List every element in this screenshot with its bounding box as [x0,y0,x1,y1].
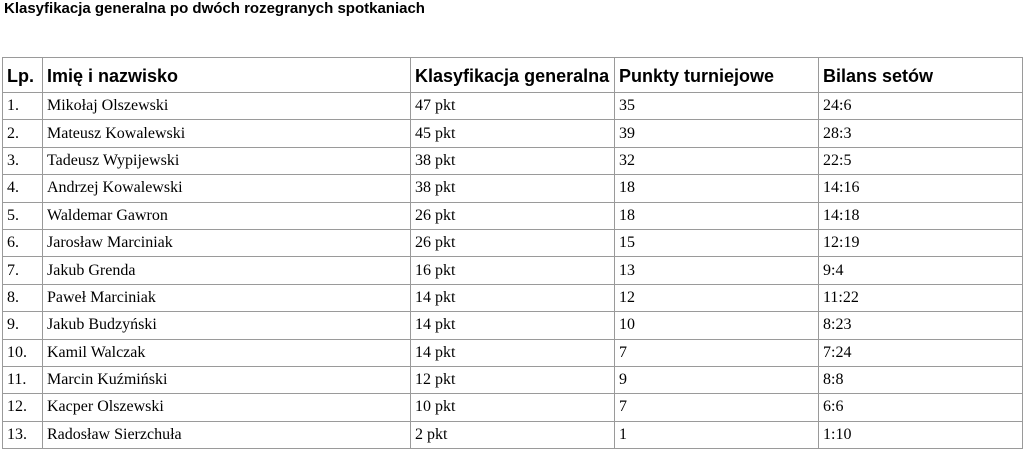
cell-name: Kamil Walczak [43,339,411,366]
cell-set-balance: 22:5 [819,147,1023,174]
cell-name: Waldemar Gawron [43,202,411,229]
cell-tournament-points: 9 [615,366,819,393]
table-row [3,339,1023,366]
table-row [3,202,1023,229]
cell-set-balance: 14:16 [819,175,1023,202]
cell-name: Mateusz Kowalewski [43,120,411,147]
cell-name: Jarosław Marciniak [43,229,411,256]
page-title: Klasyfikacja generalna po dwóch rozegranych spotkaniach [4,0,425,17]
cell-name: Tadeusz Wypijewski [43,147,411,174]
cell-lp: 13. [3,421,43,448]
cell-tournament-points: 32 [615,147,819,174]
cell-set-balance: 8:23 [819,312,1023,339]
cell-lp: 8. [3,284,43,311]
cell-tournament-points: 12 [615,284,819,311]
cell-lp: 4. [3,175,43,202]
cell-set-balance: 1:10 [819,421,1023,448]
cell-set-balance: 11:22 [819,284,1023,311]
cell-name: Jakub Grenda [43,257,411,284]
cell-set-balance: 9:4 [819,257,1023,284]
cell-set-balance: 6:6 [819,394,1023,421]
table-row [3,421,1023,448]
table-row [3,394,1023,421]
cell-name: Kacper Olszewski [43,394,411,421]
cell-lp: 1. [3,93,43,120]
standings-table [2,57,1023,449]
table-row [3,147,1023,174]
cell-classification: 14 pkt [411,339,615,366]
cell-name: Radosław Sierzchuła [43,421,411,448]
header-tournament-points: Punkty turniejowe [615,58,819,93]
cell-name: Paweł Marciniak [43,284,411,311]
cell-lp: 10. [3,339,43,366]
cell-set-balance: 12:19 [819,229,1023,256]
cell-classification: 38 pkt [411,175,615,202]
table-row [3,284,1023,311]
header-name: Imię i nazwisko [43,58,411,93]
table-row [3,312,1023,339]
cell-classification: 2 pkt [411,421,615,448]
cell-set-balance: 24:6 [819,93,1023,120]
cell-name: Jakub Budzyński [43,312,411,339]
cell-set-balance: 14:18 [819,202,1023,229]
cell-lp: 6. [3,229,43,256]
table-row [3,175,1023,202]
cell-set-balance: 8:8 [819,366,1023,393]
cell-classification: 16 pkt [411,257,615,284]
cell-classification: 12 pkt [411,366,615,393]
cell-tournament-points: 15 [615,229,819,256]
table-row [3,366,1023,393]
cell-classification: 26 pkt [411,229,615,256]
table-row [3,93,1023,120]
cell-name: Mikołaj Olszewski [43,93,411,120]
cell-lp: 9. [3,312,43,339]
table-row [3,257,1023,284]
cell-tournament-points: 1 [615,421,819,448]
cell-lp: 11. [3,366,43,393]
cell-lp: 12. [3,394,43,421]
header-set-balance: Bilans setów [819,58,1023,93]
cell-tournament-points: 18 [615,175,819,202]
table-row [3,229,1023,256]
cell-tournament-points: 7 [615,394,819,421]
cell-tournament-points: 10 [615,312,819,339]
table-body [3,93,1023,449]
header-lp: Lp. [3,58,43,93]
cell-classification: 14 pkt [411,284,615,311]
cell-tournament-points: 13 [615,257,819,284]
cell-lp: 3. [3,147,43,174]
table-header [3,58,1023,93]
cell-name: Andrzej Kowalewski [43,175,411,202]
cell-tournament-points: 7 [615,339,819,366]
cell-classification: 47 pkt [411,93,615,120]
table-row [3,120,1023,147]
cell-name: Marcin Kuźmiński [43,366,411,393]
cell-set-balance: 28:3 [819,120,1023,147]
cell-lp: 2. [3,120,43,147]
cell-classification: 14 pkt [411,312,615,339]
cell-tournament-points: 18 [615,202,819,229]
header-classification: Klasyfikacja generalna [411,58,615,93]
cell-set-balance: 7:24 [819,339,1023,366]
cell-classification: 26 pkt [411,202,615,229]
cell-classification: 10 pkt [411,394,615,421]
cell-tournament-points: 39 [615,120,819,147]
cell-lp: 5. [3,202,43,229]
cell-classification: 38 pkt [411,147,615,174]
cell-tournament-points: 35 [615,93,819,120]
header-row [3,58,1023,93]
cell-lp: 7. [3,257,43,284]
cell-classification: 45 pkt [411,120,615,147]
